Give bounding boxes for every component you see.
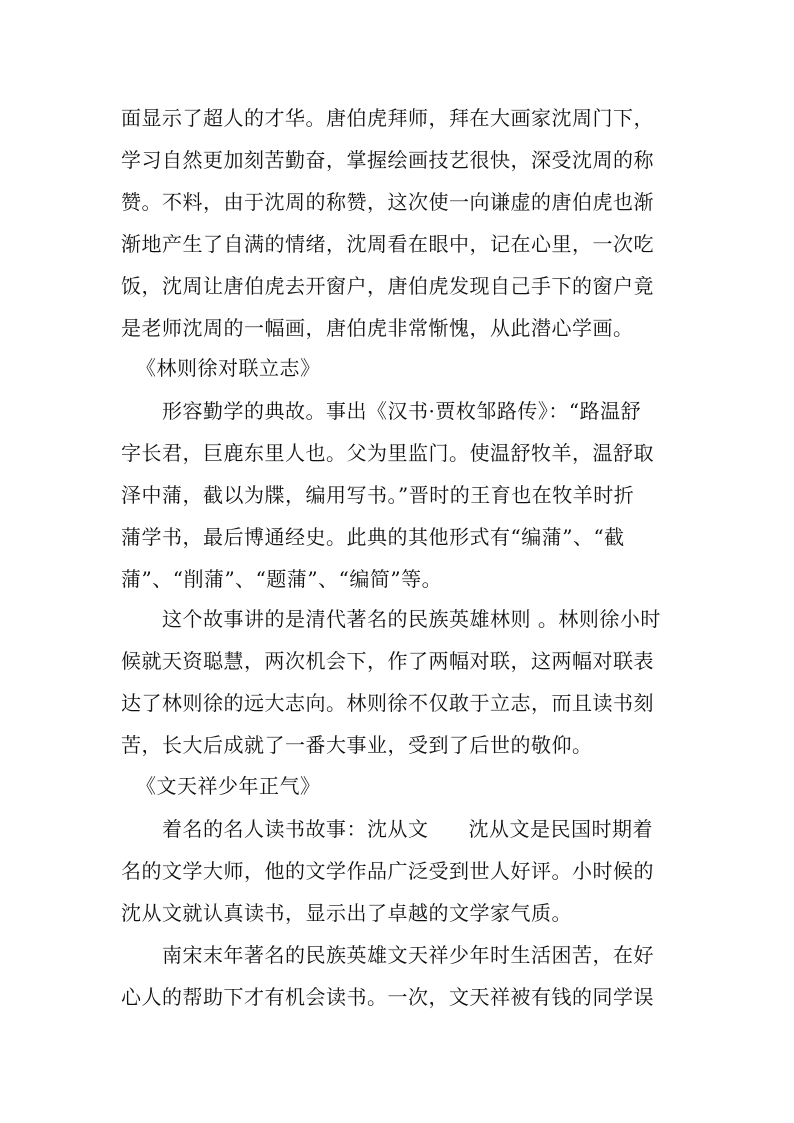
text-line: 南宋末年著名的民族英雄文天祥少年时生活困苦，在好 (162, 943, 654, 967)
text-line: 心人的帮助下才有机会读书。一次，文天祥被有钱的同学误 (121, 985, 654, 1009)
text-line: 形容勤学的典故。事出《汉书·贾枚邹路传》：“路温舒 (162, 399, 642, 423)
text-line: 名的文学大师，他的文学作品广泛受到世人好评。小时候的 (121, 859, 654, 883)
text-line: 字长君，巨鹿东里人也。父为里监门。使温舒牧羊，温舒取 (121, 441, 654, 465)
text-line: 赞。不料，由于沈周的称赞，这次使一向谦虚的唐伯虎也渐 (121, 190, 654, 214)
section-heading: 《文天祥少年正气》 (136, 774, 321, 798)
text-line: 学习自然更加刻苦勤奋，掌握绘画技艺很快，深受沈周的称 (121, 148, 654, 172)
text-line: 是老师沈周的一幅画，唐伯虎非常惭愧，从此潜心学画。 (121, 316, 634, 340)
text-line: 达了林则徐的远大志向。林则徐不仅敢于立志，而且读书刻 (121, 691, 654, 715)
text-line (162, 815, 722, 843)
text-line: 苦，长大后成就了一番大事业，受到了后世的敬仰。 (121, 733, 593, 757)
section-heading: 《林则徐对联立志》 (136, 356, 321, 380)
text-segment: 着名的名人读书故事：沈从文 (162, 817, 429, 841)
text-line: 蒲学书，最后博通经史。此典的其他形式有“编蒲”、“截 (121, 525, 625, 549)
text-line: 渐地产生了自满的情绪，沈周看在眼中，记在心里，一次吃 (121, 232, 654, 256)
text-line: 泽中蒲，截以为牒，编用写书。”晋时的王育也在牧羊时折 (121, 483, 635, 507)
text-line: 饭，沈周让唐伯虎去开窗户，唐伯虎发现自己手下的窗户竟 (121, 274, 654, 298)
text-line: 这个故事讲的是清代著名的民族英雄林则 。林则徐小时 (162, 607, 661, 631)
text-segment: 沈从文是民国时期着 (468, 817, 653, 841)
text-line: 面显示了超人的才华。唐伯虎拜师，拜在大画家沈周门下， (121, 106, 654, 130)
text-line: 蒲”、“削蒲”、“题蒲”、“编简”等。 (121, 567, 443, 591)
text-line: 沈从文就认真读书，显示出了卓越的文学家气质。 (121, 901, 572, 925)
text-line: 候就天资聪慧，两次机会下，作了两幅对联，这两幅对联表 (121, 649, 654, 673)
